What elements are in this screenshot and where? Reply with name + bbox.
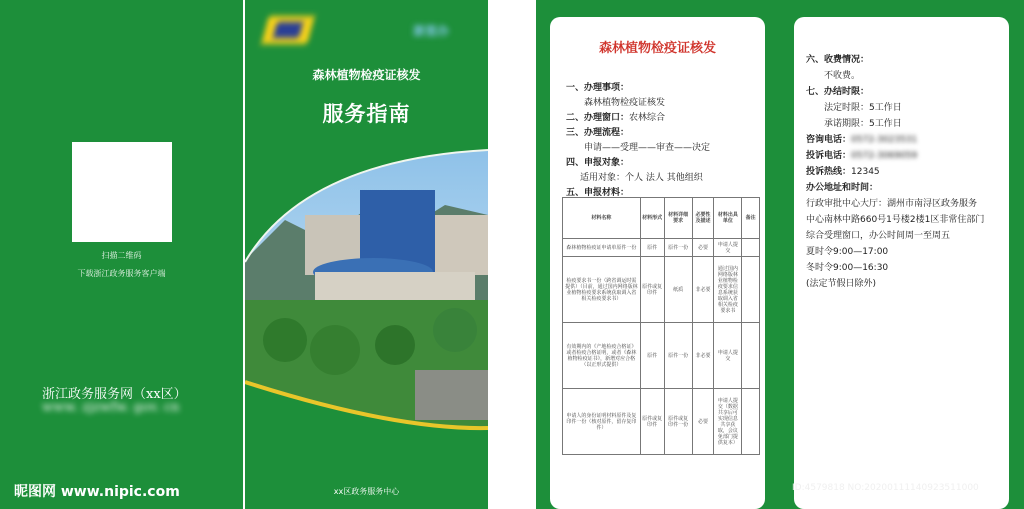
col-header: 备注 xyxy=(742,198,760,239)
table-row xyxy=(563,257,760,323)
item-4-value: 适用对象：个人 法人 其他组织 xyxy=(580,173,703,183)
hotline-label: 投诉热线： xyxy=(806,167,852,177)
consult-phone[interactable] xyxy=(806,132,917,145)
site-url-text: www. zjzwfw. gov. cn xyxy=(42,400,180,415)
promised-deadline: 承诺期限：5工作日 xyxy=(824,119,902,129)
table-cell: 原件一份 xyxy=(664,323,692,389)
download-caption: 下载浙江政务服务客户端 xyxy=(77,269,166,278)
complaint-phone-label: 投诉电话： xyxy=(806,151,852,161)
table-cell xyxy=(742,323,760,389)
item-2 xyxy=(566,110,665,123)
hotline-value: 12345 xyxy=(851,167,880,177)
fee-value: 不收费。 xyxy=(824,71,861,81)
complaint-phone-value: 0572-3069059 xyxy=(851,151,918,161)
cover-title: 森林植物检疫证核发 xyxy=(312,68,421,82)
table-header-row xyxy=(563,198,760,239)
item-2-label: 二、办理窗口： xyxy=(566,113,630,123)
consult-phone-value: 0572-3023531 xyxy=(851,135,918,145)
info-card xyxy=(794,17,1009,509)
materials-table xyxy=(562,197,760,455)
item-3-label: 三、办理流程： xyxy=(566,128,630,138)
table-cell xyxy=(742,239,760,257)
table-cell: 有效期内的《产地检疫合格证》或者检疫合格证明，或者《森林植物检疫证书》，新增对应合格（以正形式提供） xyxy=(563,323,641,389)
legal-deadline: 法定时限：5工作日 xyxy=(824,103,902,113)
col-header: 必要性及描述 xyxy=(692,198,714,239)
front-cover-panel xyxy=(245,0,488,509)
table-row xyxy=(563,239,760,257)
back-cover-panel xyxy=(0,0,243,509)
item-2-value: 农林综合 xyxy=(629,113,666,123)
col-header: 材料出具单位 xyxy=(714,198,742,239)
item-3-value: 申请——受理——审查——决定 xyxy=(584,143,711,153)
table-row xyxy=(563,323,760,389)
table-cell: 申请人提交 xyxy=(714,239,742,257)
address-line: 行政审批中心大厅：湖州市南浔区政务服务 xyxy=(806,199,978,209)
col-header: 材料形式 xyxy=(640,198,664,239)
cover-footer: xx区政务服务中心 xyxy=(333,487,400,496)
item-1-value: 森林植物检疫证核发 xyxy=(584,98,666,108)
inside-panel xyxy=(536,0,782,509)
table-cell: 检疫要求书一份（跨省调运时需提供）（目前，通过国内网络版林业植物检疫要求系统获取调入省相关检疫要求书） xyxy=(563,257,641,323)
table-cell: 原件或复印件一份 xyxy=(664,389,692,455)
fee-label: 六、收费情况： xyxy=(806,55,870,65)
table-cell: 必要 xyxy=(692,389,714,455)
site-name: 浙江政务服务网（xx区） xyxy=(42,387,187,402)
site-url[interactable] xyxy=(42,400,180,415)
info-panel xyxy=(782,0,1024,509)
app-logo: 浙里办 xyxy=(413,24,450,38)
item-1-label: 一、办理事项： xyxy=(566,83,630,93)
consult-phone-label: 咨询电话： xyxy=(806,135,852,145)
qr-caption: 扫描二维码 xyxy=(101,251,142,260)
address-line: 中心南林中路660号1号楼2楼1区非常住部门 xyxy=(806,215,985,225)
table-row xyxy=(563,389,760,455)
table-cell: 纸质 xyxy=(664,257,692,323)
winter-hours: 冬时令9:00—16:30 xyxy=(806,263,889,273)
address-label: 办公地址和时间： xyxy=(806,183,879,193)
table-cell: 非必要 xyxy=(692,323,714,389)
item-4-label: 四、申报对象： xyxy=(566,158,630,168)
table-cell: 非必要 xyxy=(692,257,714,323)
table-cell: 原件或复印件 xyxy=(640,389,664,455)
watermark-brand: 昵图网 www.nipic.com xyxy=(14,484,180,500)
table-cell: 通过国内网络版林业植物检疫要求信息系统获取调入省相关检疫要求书 xyxy=(714,257,742,323)
table-cell: 原件 xyxy=(640,323,664,389)
item-5-label: 五、申报材料： xyxy=(566,188,630,198)
cover-photo xyxy=(245,0,488,509)
table-cell: 森林植物检疫证申请单原件一份 xyxy=(563,239,641,257)
table-cell: 申请人提交（数据共享后可实现信息共享获取，会议免部门提供复本） xyxy=(714,389,742,455)
watermark-id: ID:4579818 NO:20200111140923511000 xyxy=(792,483,979,493)
table-cell: 必要 xyxy=(692,239,714,257)
table-cell: 原件一份 xyxy=(664,239,692,257)
summer-hours: 夏时令9:00—17:00 xyxy=(806,247,889,257)
complaint-phone[interactable] xyxy=(806,148,917,161)
table-cell xyxy=(742,389,760,455)
qr-code[interactable] xyxy=(72,142,172,242)
table-cell xyxy=(742,257,760,323)
col-header: 材料详细要求 xyxy=(664,198,692,239)
deadline-label: 七、办结时限： xyxy=(806,87,870,97)
holiday-note: (法定节假日除外) xyxy=(806,279,877,289)
table-cell: 申请人的身份证明材料原件及复印件一份（核对原件，留存复印件） xyxy=(563,389,641,455)
inside-title: 森林植物检疫证核发 xyxy=(598,41,716,56)
table-cell: 原件 xyxy=(640,239,664,257)
table-cell: 原件或复印件 xyxy=(640,257,664,323)
hotline[interactable] xyxy=(806,164,880,177)
table-cell: 申请人提交 xyxy=(714,323,742,389)
cover-subtitle: 服务指南 xyxy=(322,102,411,126)
address-line: 综合受理窗口，办公时间周一至周五 xyxy=(806,231,951,241)
col-header: 材料名称 xyxy=(563,198,641,239)
